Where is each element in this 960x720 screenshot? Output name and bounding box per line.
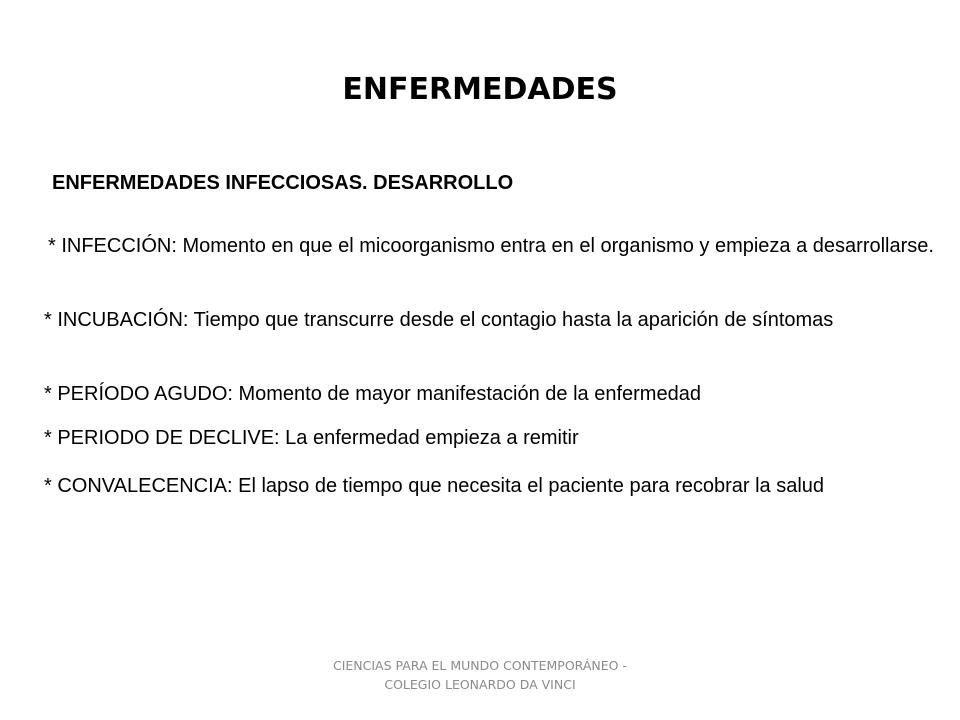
slide-title: ENFERMEDADES (342, 72, 618, 107)
item-incubacion: * INCUBACIÓN: Tiempo que transcurre desde el contagio hasta la aparición de síntomas (44, 309, 834, 331)
item-periodo-agudo: * PERÍODO AGUDO: Momento de mayor manifestación de la enfermedad (44, 383, 701, 405)
slide-footer: CIENCIAS PARA EL MUNDO CONTEMPORÁNEO - COLEGIO LEONARDO DA VINCI (332, 658, 627, 692)
item-convalecencia: * CONVALECENCIA: El lapso de tiempo que necesita el paciente para recobrar la salud (44, 475, 825, 497)
item-periodo-declive: * PERIODO DE DECLIVE: La enfermedad empieza a remitir (44, 427, 579, 449)
item-infeccion: * INFECCIÓN: Momento en que el micoorganismo entra en el organismo y empieza a desarrollarse. (48, 235, 934, 257)
slide-subtitle: ENFERMEDADES INFECCIOSAS. DESARROLLO (52, 172, 514, 194)
